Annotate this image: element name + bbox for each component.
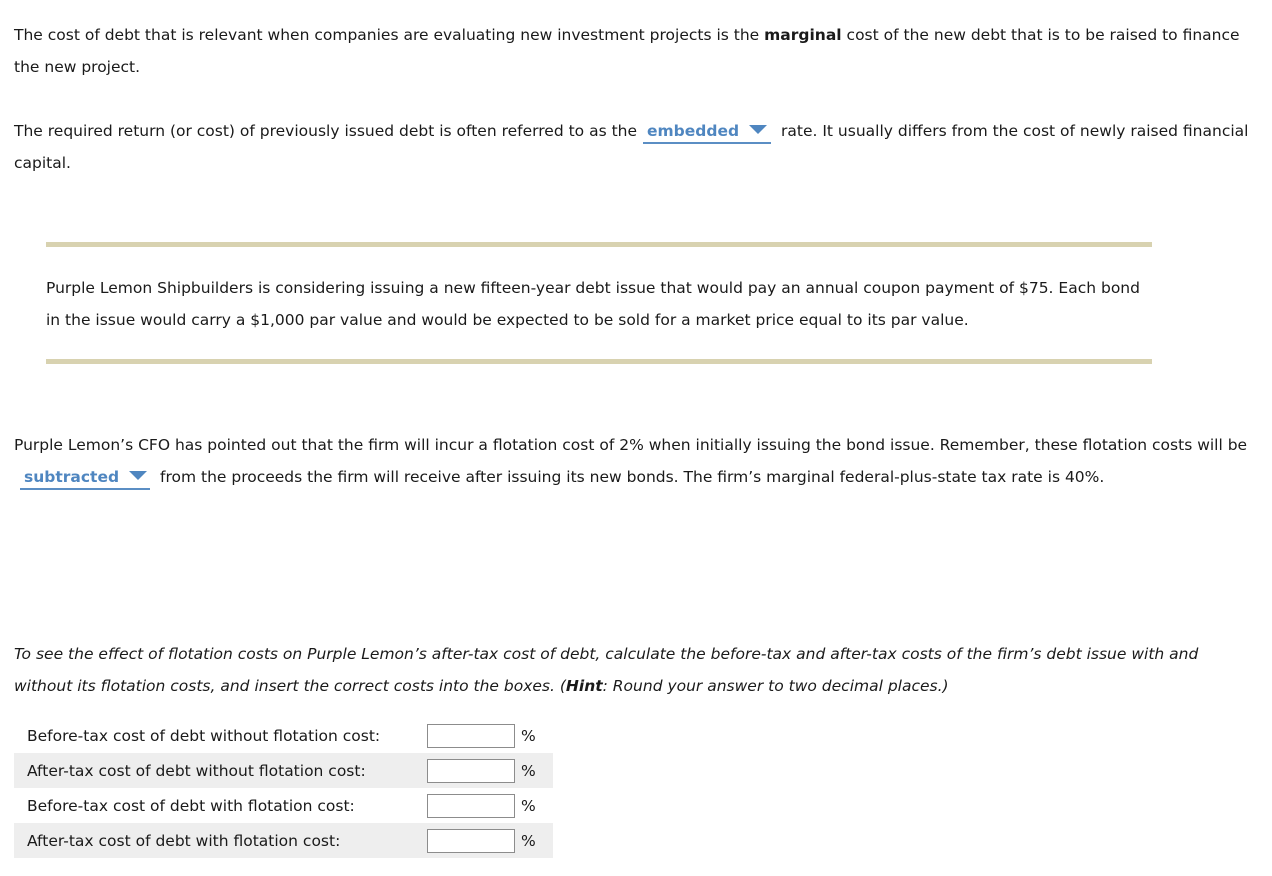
intro-text-after: cost of the new debt that is to be raised to finance the new project. — [14, 26, 1240, 76]
instructions-paragraph — [14, 638, 1249, 702]
intro-bold-word: marginal — [764, 26, 842, 44]
scenario-top-divider — [46, 242, 1152, 247]
before-tax-with-flotation-input[interactable] — [427, 794, 515, 818]
percent-unit: % — [521, 831, 536, 850]
intro-text-before: The cost of debt that is relevant when companies are evaluating new investment projects is the — [14, 26, 765, 44]
scenario-bottom-divider — [46, 359, 1152, 364]
flotation-treatment-selected: subtracted — [24, 468, 120, 486]
flotation-text-after: from the proceeds the firm will receive after issuing its new bonds. The firm’s marginal federal-plus-state tax rate is 40%. — [160, 468, 1105, 486]
answer-row-after-tax-without — [14, 753, 553, 788]
chevron-down-icon — [129, 471, 147, 480]
after-tax-with-flotation-input[interactable] — [427, 829, 515, 853]
answer-row-before-tax-with — [14, 788, 553, 823]
rate-type-dropdown[interactable] — [643, 120, 771, 144]
embedded-text-after: rate. It usually differs from the cost of newly raised financial capital. — [14, 122, 1249, 172]
answer-row-before-tax-without — [14, 718, 553, 753]
answer-label: Before-tax cost of debt with flotation cost: — [27, 796, 355, 815]
percent-unit: % — [521, 726, 536, 745]
before-tax-without-flotation-input[interactable] — [427, 724, 515, 748]
answer-table — [14, 718, 553, 858]
embedded-text-before: The required return (or cost) of previously issued debt is often referred to as the — [14, 122, 638, 140]
scenario-paragraph: Purple Lemon Shipbuilders is considering issuing a new fifteen-year debt issue that would pay an annual coupon payment of $75. Each bond in the issue would carry a $1,000 par value and would be expected to be sold for a market price equal to its par value. — [46, 279, 1140, 329]
rate-type-selected: embedded — [647, 122, 740, 140]
intro-paragraph — [14, 19, 1249, 83]
instructions-text: To see the effect of flotation costs on Purple Lemon’s after-tax cost of debt, calculate the before-tax and after-tax costs of the firm’s debt issue with and without its flotation costs, and insert the correct costs into the boxes. ( — [14, 645, 1199, 695]
hint-label: Hint — [565, 677, 603, 695]
answer-label: After-tax cost of debt without flotation cost: — [27, 761, 366, 780]
embedded-question-paragraph — [14, 115, 1249, 179]
answer-label: Before-tax cost of debt without flotation cost: — [27, 726, 381, 745]
flotation-treatment-dropdown[interactable] — [20, 466, 150, 490]
flotation-question-paragraph — [14, 429, 1249, 493]
answer-label: After-tax cost of debt with flotation cost: — [27, 831, 341, 850]
hint-text: : Round your answer to two decimal places.) — [602, 677, 949, 695]
chevron-down-icon — [749, 125, 767, 134]
percent-unit: % — [521, 761, 536, 780]
after-tax-without-flotation-input[interactable] — [427, 759, 515, 783]
answer-row-after-tax-with — [14, 823, 553, 858]
flotation-text-before: Purple Lemon’s CFO has pointed out that the firm will incur a flotation cost of 2% when initially issuing the bond issue. Remember, these flotation costs will be — [14, 436, 1248, 454]
percent-unit: % — [521, 796, 536, 815]
